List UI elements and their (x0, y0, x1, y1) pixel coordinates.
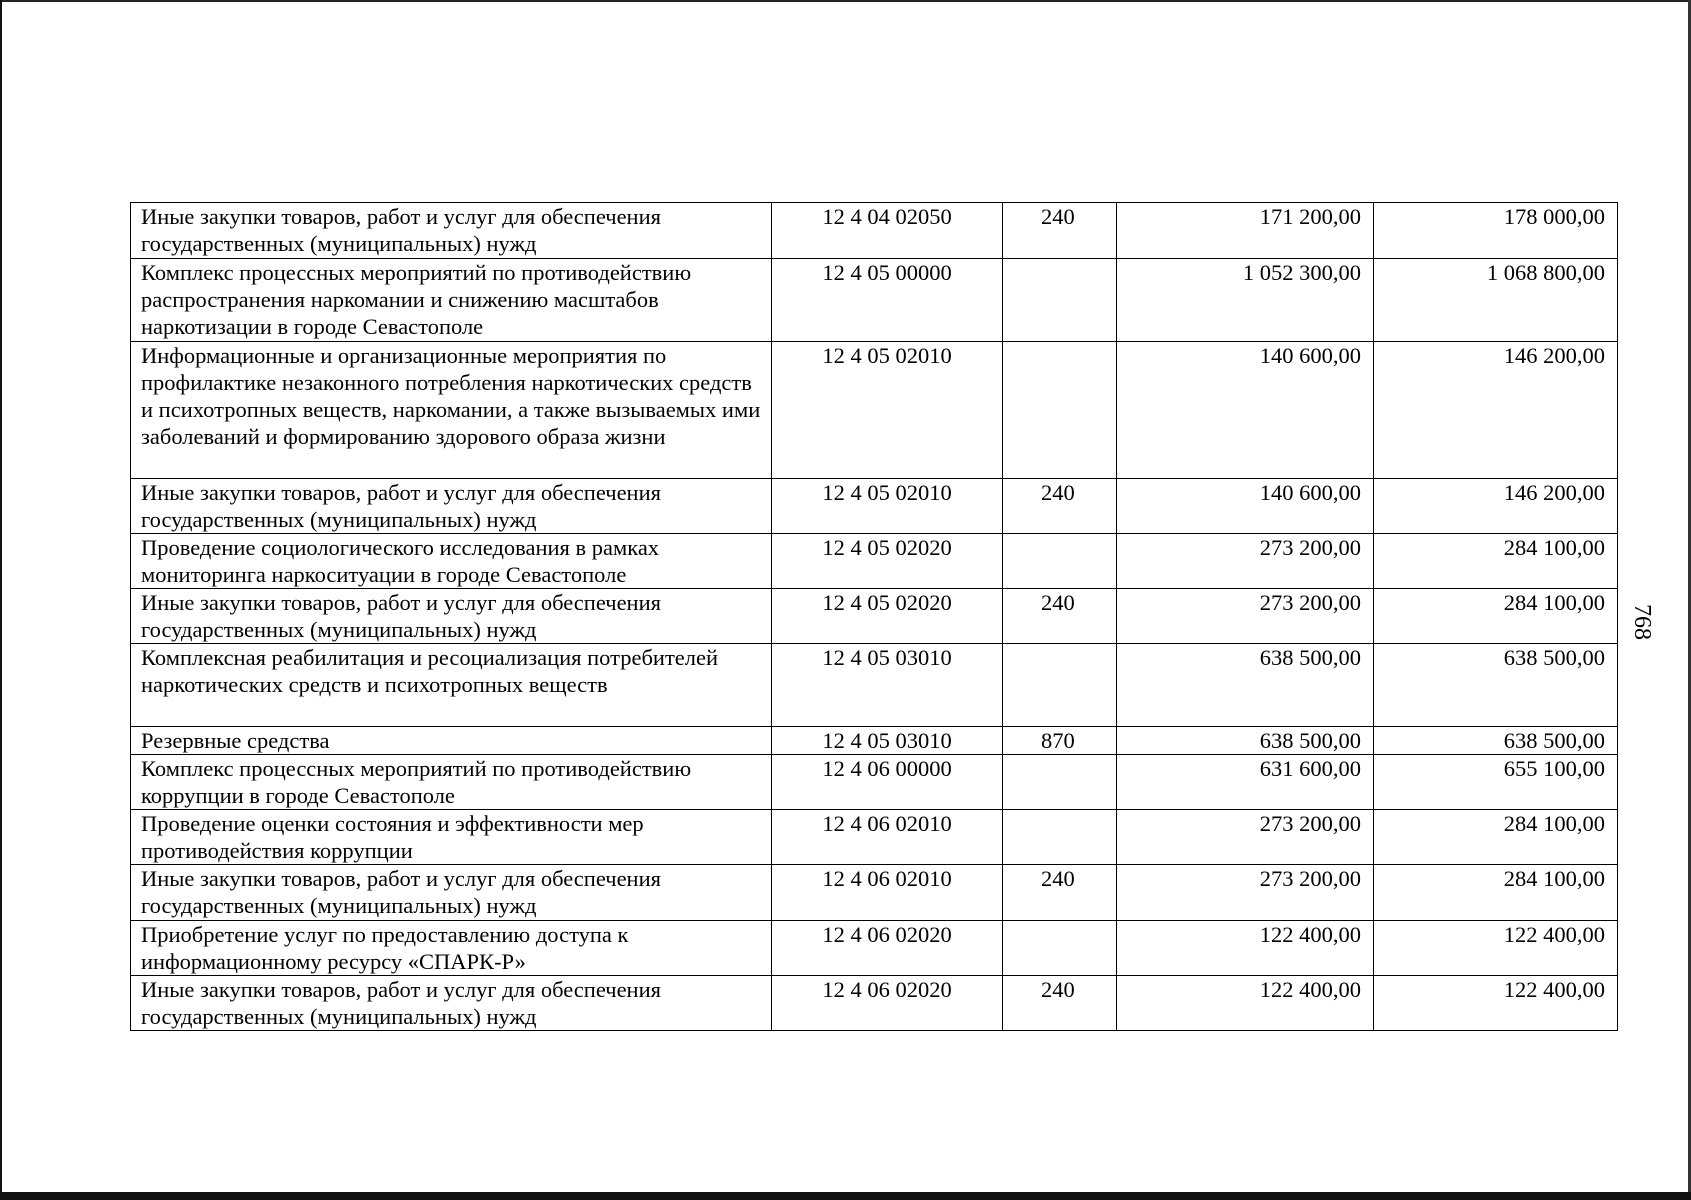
row-kind (1003, 755, 1117, 810)
row-sum-2: 146 200,00 (1374, 342, 1618, 479)
row-name: Проведение оценки состояния и эффективности мер противодействия коррупции (131, 810, 772, 865)
row-sum-1: 273 200,00 (1117, 865, 1374, 921)
row-sum-2: 638 500,00 (1374, 727, 1618, 755)
row-sum-2: 178 000,00 (1374, 203, 1618, 259)
row-code: 12 4 06 02010 (772, 865, 1003, 921)
row-code: 12 4 05 03010 (772, 727, 1003, 755)
row-name: Иные закупки товаров, работ и услуг для обеспечения государственных (муниципальных) нужд (131, 976, 772, 1031)
row-sum-2: 284 100,00 (1374, 534, 1618, 589)
row-sum-1: 122 400,00 (1117, 921, 1374, 976)
table-row (131, 479, 1618, 534)
row-sum-1: 273 200,00 (1117, 589, 1374, 644)
row-sum-1: 171 200,00 (1117, 203, 1374, 259)
row-code: 12 4 05 02020 (772, 534, 1003, 589)
row-kind: 240 (1003, 976, 1117, 1031)
row-kind: 240 (1003, 479, 1117, 534)
row-sum-2: 146 200,00 (1374, 479, 1618, 534)
row-code: 12 4 04 02050 (772, 203, 1003, 259)
page-number: 768 (1629, 604, 1655, 640)
table-row (131, 342, 1618, 479)
row-kind (1003, 644, 1117, 727)
row-sum-1: 1 052 300,00 (1117, 259, 1374, 342)
row-sum-2: 122 400,00 (1374, 921, 1618, 976)
row-name: Комплекс процессных мероприятий по противодействию распространения наркомании и снижению масштабов наркотизации в городе Севастополе (131, 259, 772, 342)
row-name: Иные закупки товаров, работ и услуг для обеспечения государственных (муниципальных) нужд (131, 589, 772, 644)
row-kind: 870 (1003, 727, 1117, 755)
row-sum-2: 122 400,00 (1374, 976, 1618, 1031)
row-kind (1003, 342, 1117, 479)
row-code: 12 4 06 02010 (772, 810, 1003, 865)
row-name: Резервные средства (131, 727, 772, 755)
row-code: 12 4 05 00000 (772, 259, 1003, 342)
row-kind: 240 (1003, 865, 1117, 921)
budget-table (130, 202, 1618, 1031)
table-row (131, 810, 1618, 865)
row-sum-1: 273 200,00 (1117, 534, 1374, 589)
row-sum-1: 631 600,00 (1117, 755, 1374, 810)
row-sum-1: 273 200,00 (1117, 810, 1374, 865)
table-row (131, 534, 1618, 589)
row-name: Иные закупки товаров, работ и услуг для обеспечения государственных (муниципальных) нужд (131, 479, 772, 534)
row-code: 12 4 06 02020 (772, 976, 1003, 1031)
row-sum-1: 638 500,00 (1117, 727, 1374, 755)
row-name: Иные закупки товаров, работ и услуг для обеспечения государственных (муниципальных) нужд (131, 865, 772, 921)
row-sum-1: 140 600,00 (1117, 479, 1374, 534)
table-row (131, 755, 1618, 810)
table-row (131, 259, 1618, 342)
row-sum-2: 655 100,00 (1374, 755, 1618, 810)
row-kind (1003, 921, 1117, 976)
row-code: 12 4 06 02020 (772, 921, 1003, 976)
row-kind: 240 (1003, 589, 1117, 644)
table-row (131, 976, 1618, 1031)
table-row (131, 644, 1618, 727)
row-sum-2: 284 100,00 (1374, 589, 1618, 644)
table-row (131, 203, 1618, 259)
row-sum-1: 140 600,00 (1117, 342, 1374, 479)
table-row (131, 865, 1618, 921)
row-code: 12 4 05 02020 (772, 589, 1003, 644)
row-sum-1: 638 500,00 (1117, 644, 1374, 727)
row-name: Информационные и организационные мероприятия по профилактике незаконного потребления наркотических средств и психотропных веществ, наркомании, а также вызываемых ими заболеваний и формированию здорового образа жизни (131, 342, 772, 479)
row-sum-2: 284 100,00 (1374, 865, 1618, 921)
row-code: 12 4 05 02010 (772, 479, 1003, 534)
table-row (131, 589, 1618, 644)
row-name: Приобретение услуг по предоставлению доступа к информационному ресурсу «СПАРК-Р» (131, 921, 772, 976)
row-sum-2: 284 100,00 (1374, 810, 1618, 865)
scan-edge-top (0, 0, 1691, 2)
row-kind (1003, 810, 1117, 865)
row-sum-2: 638 500,00 (1374, 644, 1618, 727)
row-sum-2: 1 068 800,00 (1374, 259, 1618, 342)
row-code: 12 4 06 00000 (772, 755, 1003, 810)
row-name: Иные закупки товаров, работ и услуг для обеспечения государственных (муниципальных) нужд (131, 203, 772, 259)
row-kind (1003, 534, 1117, 589)
row-kind (1003, 259, 1117, 342)
table-row (131, 921, 1618, 976)
row-name: Проведение социологического исследования в рамках мониторинга наркоситуации в городе Севастополе (131, 534, 772, 589)
scan-edge-left (0, 0, 2, 1200)
row-kind: 240 (1003, 203, 1117, 259)
scan-edge-bottom (0, 1192, 1691, 1200)
row-code: 12 4 05 02010 (772, 342, 1003, 479)
budget-table-body (131, 203, 1618, 1031)
row-code: 12 4 05 03010 (772, 644, 1003, 727)
row-sum-1: 122 400,00 (1117, 976, 1374, 1031)
row-name: Комплекс процессных мероприятий по противодействию коррупции в городе Севастополе (131, 755, 772, 810)
table-row (131, 727, 1618, 755)
row-name: Комплексная реабилитация и ресоциализация потребителей наркотических средств и психотропных веществ (131, 644, 772, 727)
